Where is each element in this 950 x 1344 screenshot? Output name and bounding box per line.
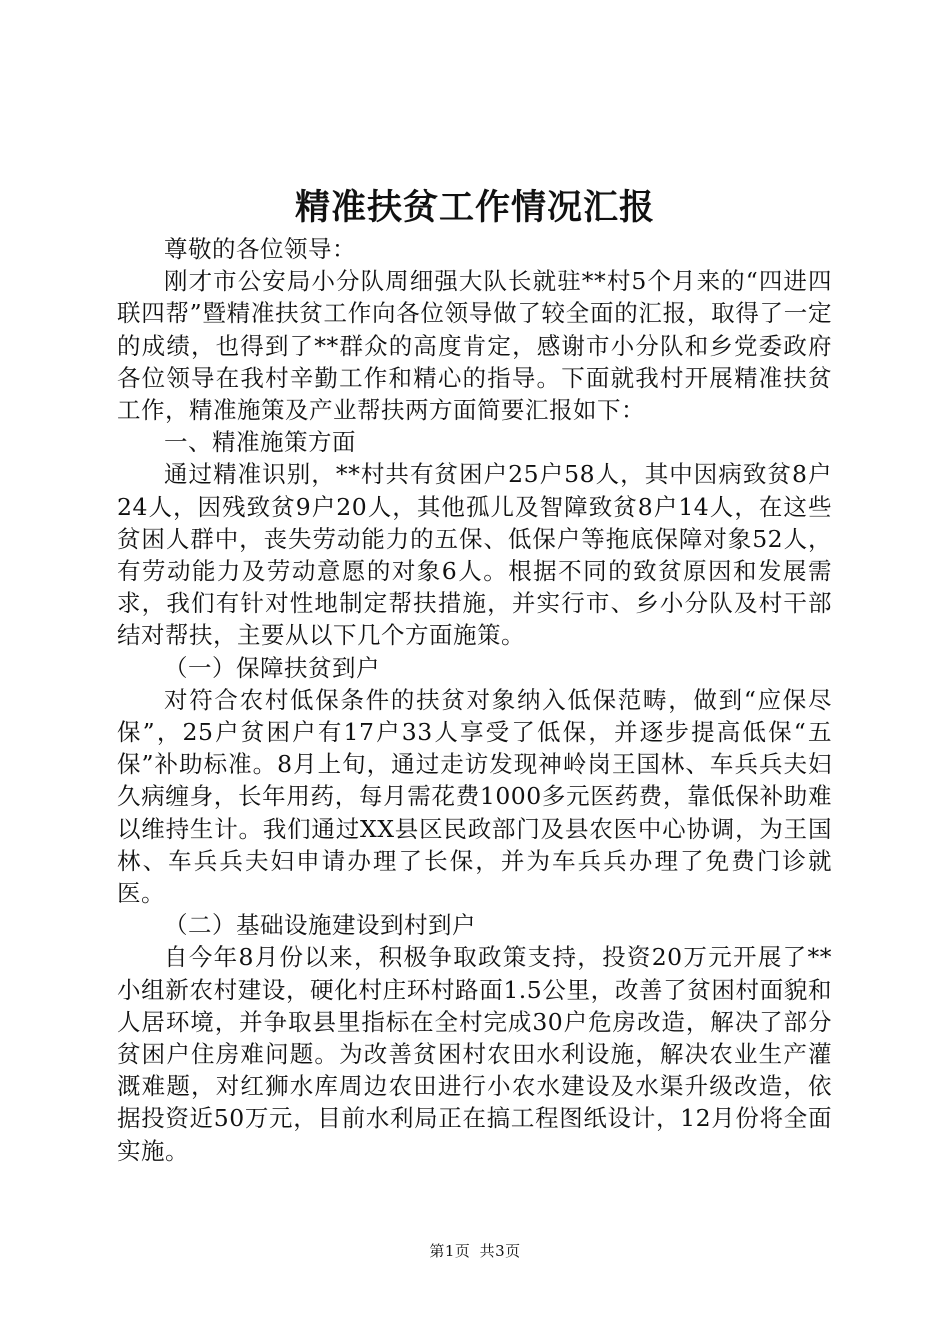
- document-title: 精准扶贫工作情况汇报: [294, 187, 655, 228]
- document-body: [117, 233, 832, 1167]
- page-footer: [0, 1241, 950, 1261]
- section-heading: 一、精准施策方面: [164, 428, 356, 457]
- intro-paragraph: 刚才市公安局小分队周细强大队长就驻**村5个月来的“四进四联四帮”暨精准扶贫工作向各位领导做了较全面的汇报，取得了一定的成绩，也得到了**群众的高度肯定，感谢市小分队和乡党委政府各位领导在我村辛勤工作和精心的指导。下面就我村开展精准扶贫工作，精准施策及产业帮扶两方面简要汇报如下：: [117, 267, 832, 425]
- page-total: 共3页: [479, 1242, 521, 1260]
- salutation: 尊敬的各位领导：: [164, 235, 356, 263]
- page-number: 第1页: [429, 1242, 471, 1260]
- subsection-heading: （一）保障扶贫到户: [164, 653, 380, 682]
- body-paragraph: 通过精准识别，**村共有贫困户25户58人，其中因病致贫8户24人，因残致贫9户20人，其他孤儿及智障致贫8户14人，在这些贫困人群中，丧失劳动能力的五保、低保户等拖底保障对象52人，有劳动能力及劳动意愿的对象6人。根据不同的致贫原因和发展需求，我们有针对性地制定帮扶措施，并实行市、乡小分队及村干部结对帮扶，主要从以下几个方面施策。: [117, 460, 832, 650]
- body-paragraph: 对符合农村低保条件的扶贫对象纳入低保范畴，做到“应保尽保”，25户贫困户有17户33人享受了低保，并逐步提高低保“五保”补助标准。8月上旬，通过走访发现神岭岗王国林、车兵兵夫妇久病缠身，长年用药，每月需花费1000多元医药费，靠低保补助难以维持生计。我们通过XX县区民政部门及县农医中心协调，为王国林、车兵兵夫妇申请办理了长保，并为车兵兵办理了免费门诊就医。: [117, 685, 832, 908]
- body-paragraph: 自今年8月份以来，积极争取政策支持，投资20万元开展了**小组新农村建设，硬化村庄环村路面1.5公里，改善了贫困村面貌和人居环境，并争取县里指标在全村完成30户危房改造，解决了部分贫困户住房难问题。为改善贫困村农田水利设施，解决农业生产灌溉难题，对红狮水库周边农田进行小农水建设及水渠升级改造，依据投资近50万元，目前水利局正在搞工程图纸设计，12月份将全面实施。: [117, 943, 832, 1165]
- subsection-heading: （二）基础设施建设到村到户: [164, 911, 476, 940]
